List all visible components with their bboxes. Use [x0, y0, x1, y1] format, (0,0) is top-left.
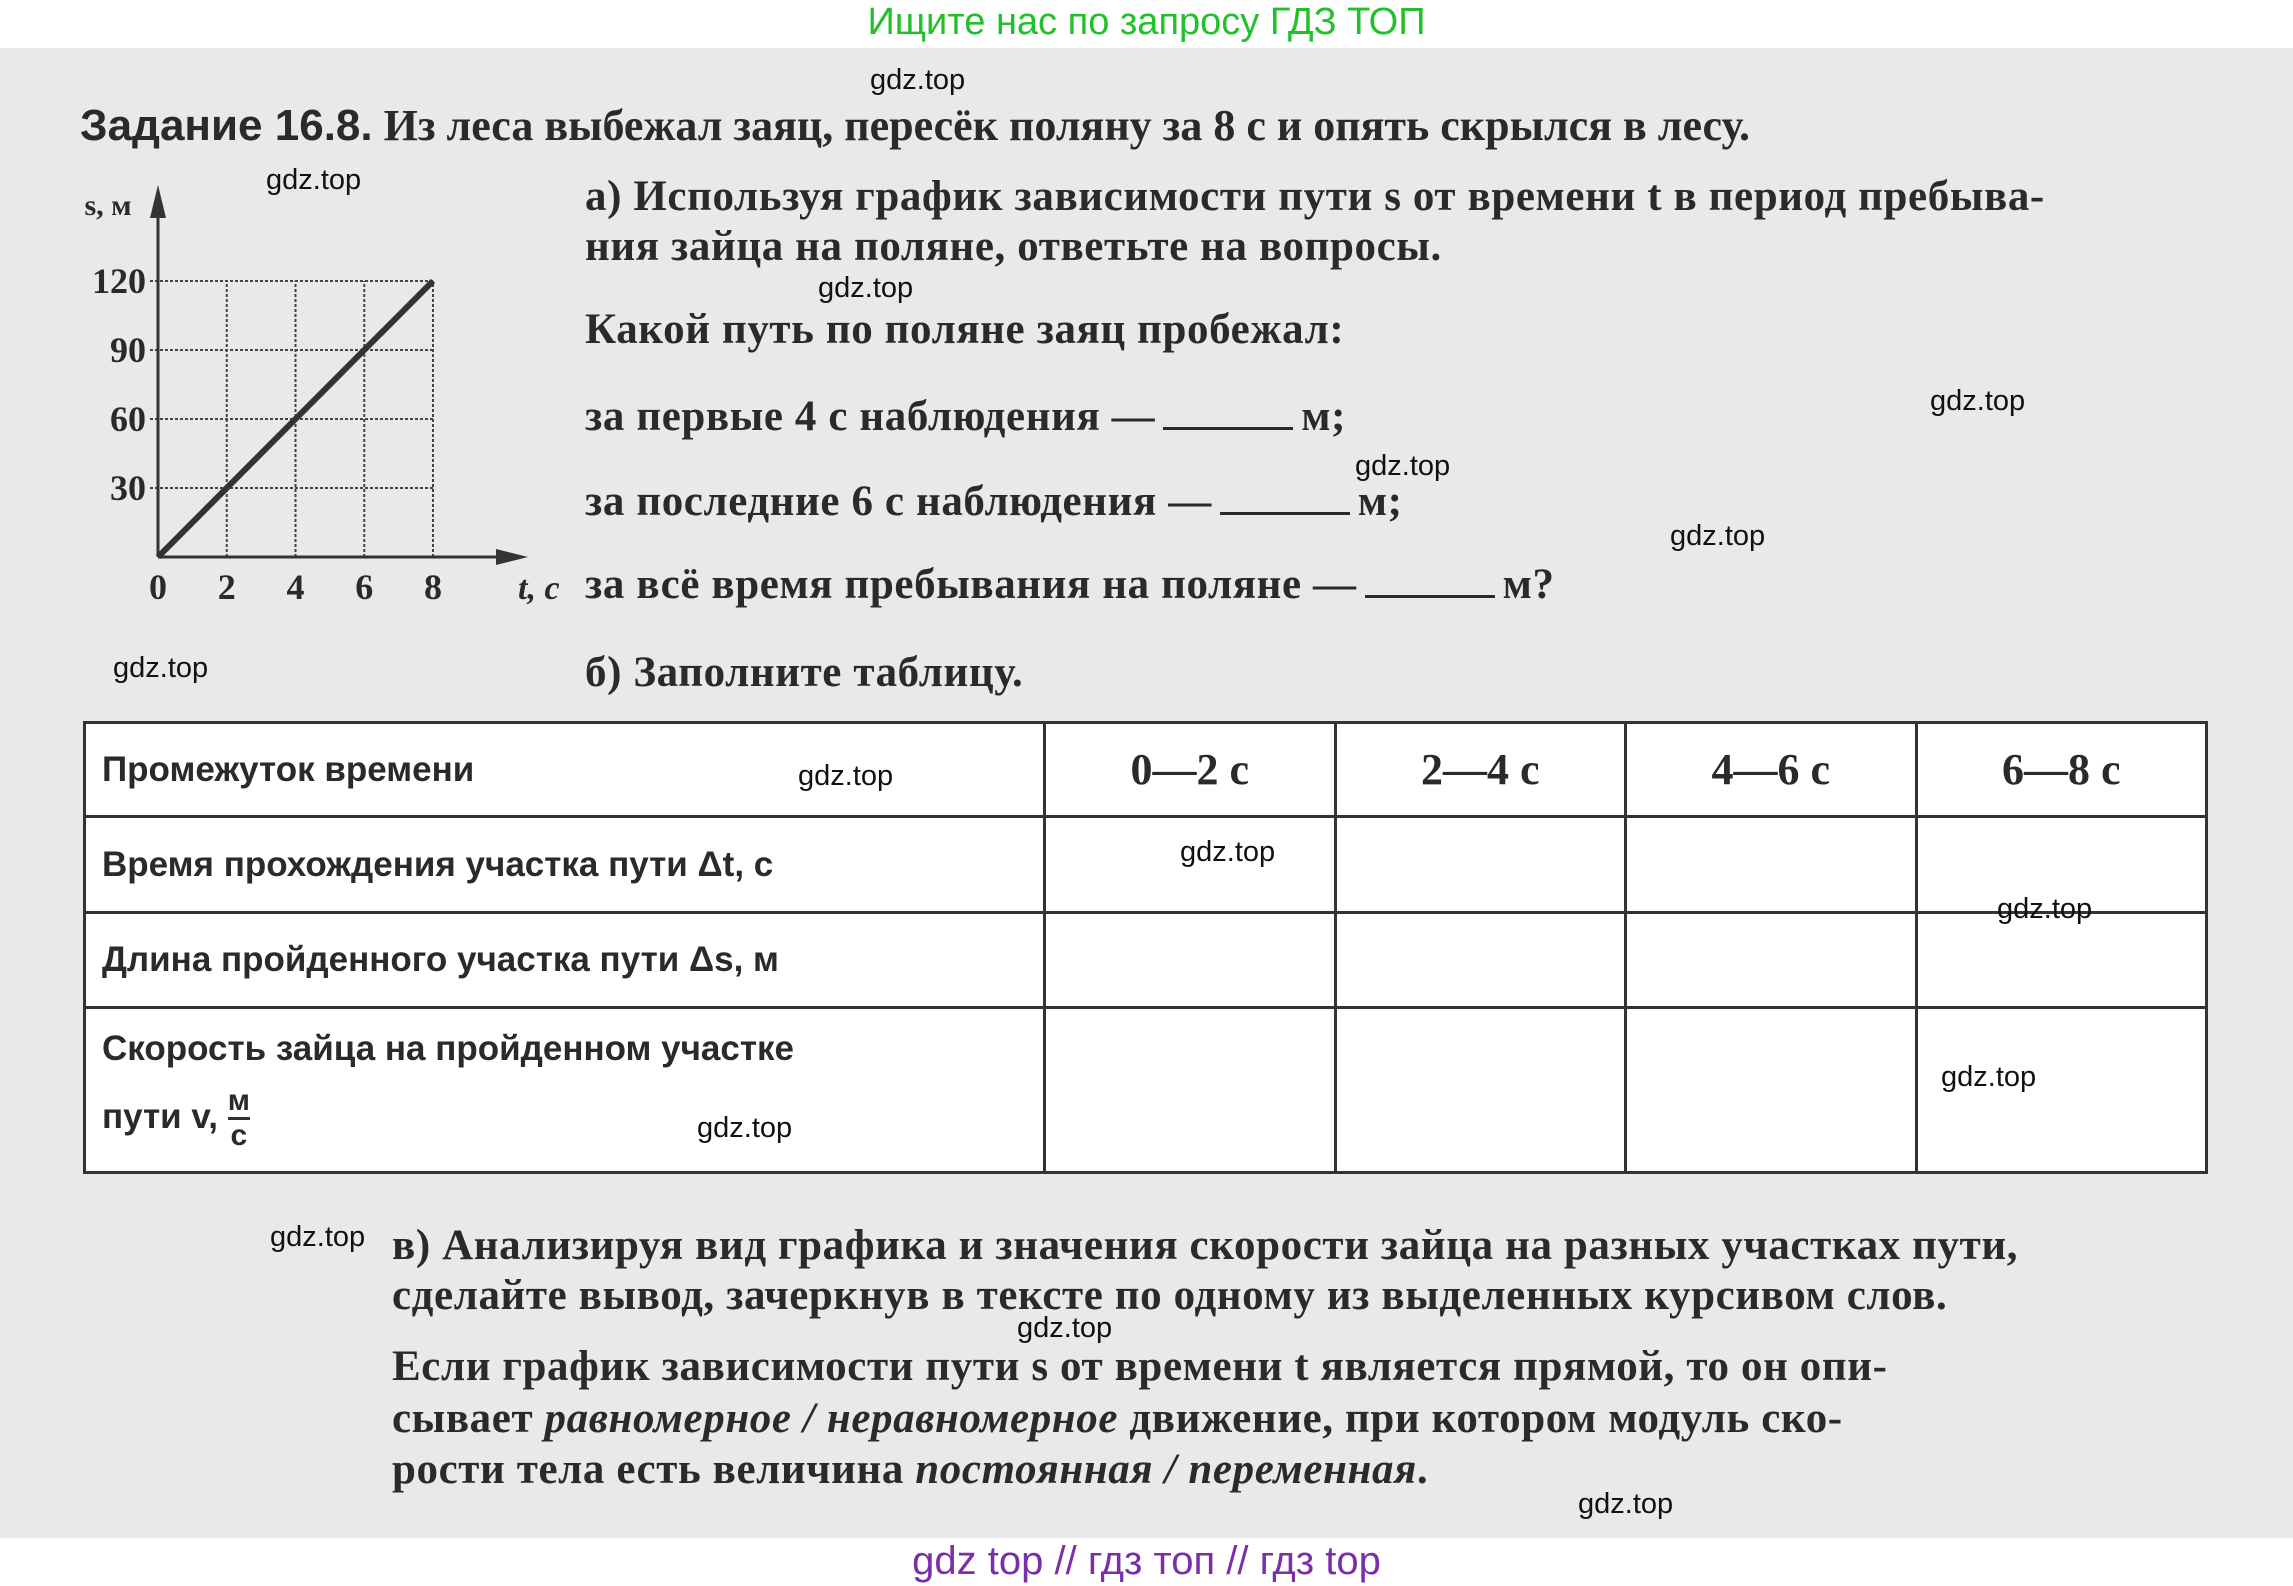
choice-motion-type[interactable]: равномерное / неравномерное [544, 1395, 1119, 1442]
table-row [85, 1008, 2207, 1173]
question-first-4s [585, 392, 1346, 442]
watermark: gdz.top [870, 64, 966, 96]
watermark: gdz.top [1355, 450, 1451, 482]
unit-numerator: м [228, 1085, 250, 1120]
interval-header: 6—8 с [1916, 723, 2207, 817]
footer-links: gdz top // гдз топ // гдз top [912, 1539, 1381, 1583]
question-text: за всё время пребывания на поляне — [585, 561, 1357, 608]
x-tick-label: 8 [424, 567, 442, 607]
watermark: gdz.top [1930, 385, 2026, 417]
question-total [585, 560, 1555, 610]
conclusion-line3 [392, 1445, 1428, 1495]
interval-header: 0—2 с [1045, 723, 1336, 817]
text: движение, при котором модуль ско- [1118, 1395, 1843, 1442]
part-a-line2: ния зайца на поляне, ответьте на вопросы. [585, 223, 1442, 270]
question-heading: Какой путь по поляне заяц пробежал: [585, 306, 1345, 353]
watermark: gdz.top [113, 652, 209, 684]
task-number: Задание 16.8. [80, 101, 373, 150]
unit: м; [1301, 393, 1347, 440]
watermark: gdz.top [270, 1221, 366, 1253]
unit-fraction [228, 1085, 250, 1152]
question-last-6s [585, 477, 1403, 527]
y-axis-label: s, м [84, 189, 132, 222]
table-row [85, 817, 2207, 913]
x-tick-label: 6 [355, 567, 374, 607]
watermark: gdz.top [1017, 1312, 1113, 1344]
task-statement: Из леса выбежал заяц, пересёк поляну за 8 с и опять скрылся в лесу. [383, 101, 1751, 150]
watermark: gdz.top [266, 164, 362, 196]
conclusion-line2 [392, 1394, 1843, 1444]
watermark: gdz.top [1578, 1488, 1674, 1520]
watermark: gdz.top [1941, 1061, 2037, 1093]
text: рости тела есть величина [392, 1446, 916, 1493]
answer-cell[interactable] [1335, 913, 1626, 1008]
x-tick-label: 2 [217, 567, 236, 607]
part-c-line1: в) Анализируя вид графика и значения скорости зайца на разных участках пути, [392, 1222, 2019, 1269]
answer-cell[interactable] [1916, 913, 2207, 1008]
row-header: Время прохождения участка пути Δt, с [85, 817, 1045, 913]
unit: м? [1502, 561, 1555, 608]
watermark: gdz.top [1180, 836, 1276, 868]
speed-label: пути v, [102, 1096, 219, 1136]
x-tick-label: 4 [286, 567, 305, 607]
y-axis-arrow-icon [150, 185, 166, 218]
answer-cell[interactable] [1045, 913, 1336, 1008]
answer-cell[interactable] [1626, 817, 1917, 913]
answer-blank[interactable] [1220, 482, 1350, 515]
part-b-label: б) Заполните таблицу. [585, 649, 1024, 696]
task-title [80, 100, 1750, 151]
watermark: gdz.top [697, 1112, 793, 1144]
answer-cell[interactable] [1626, 1008, 1917, 1173]
answer-blank[interactable] [1163, 397, 1293, 430]
interval-header: 4—6 с [1626, 723, 1917, 817]
answer-cell[interactable] [1335, 817, 1626, 913]
choice-speed-type[interactable]: постоянная / переменная [915, 1446, 1417, 1493]
watermark: gdz.top [1997, 893, 2093, 925]
answer-cell[interactable] [1045, 1008, 1336, 1173]
conclusion-line1: Если график зависимости пути s от времени t является прямой, то он опи- [392, 1343, 1888, 1390]
part-c-line2: сделайте вывод, зачеркнув в тексте по одному из выделенных курсивом слов. [392, 1272, 1948, 1319]
question-text: за первые 4 с наблюдения — [585, 393, 1156, 440]
table-row [85, 913, 2207, 1008]
x-axis-arrow-icon [496, 549, 528, 565]
row-header: Длина пройденного участка пути Δs, м [85, 913, 1045, 1008]
answer-cell[interactable] [1626, 913, 1917, 1008]
unit-denominator: с [230, 1118, 248, 1152]
distance-time-chart [60, 180, 560, 620]
y-tick-label: 90 [110, 330, 146, 370]
watermark: gdz.top [1670, 520, 1766, 552]
search-banner: Ищите нас по запросу ГДЗ ТОП [867, 1, 1426, 43]
answer-blank[interactable] [1365, 565, 1495, 598]
unit: м; [1357, 478, 1403, 525]
y-tick-label: 120 [92, 261, 146, 301]
table-row [85, 723, 2207, 817]
row-header: Промежуток времени [85, 723, 1045, 817]
data-table [83, 721, 2208, 1174]
x-tick-label: 0 [149, 567, 167, 607]
text: сывает [392, 1395, 545, 1442]
x-axis-label: t, с [518, 570, 560, 607]
question-text: за последние 6 с наблюдения — [585, 478, 1212, 525]
watermark: gdz.top [798, 760, 894, 792]
watermark: gdz.top [818, 272, 914, 304]
y-tick-label: 30 [110, 468, 146, 508]
row-header-speed [85, 1008, 1045, 1173]
part-a-line1: а) Используя график зависимости пути s от времени t в период пребыва- [585, 173, 2045, 220]
y-tick-label: 60 [110, 399, 146, 439]
row-header: Скорость зайца на пройденном участке [102, 1028, 794, 1068]
text: . [1416, 1446, 1429, 1493]
interval-header: 2—4 с [1335, 723, 1626, 817]
answer-cell[interactable] [1335, 1008, 1626, 1173]
